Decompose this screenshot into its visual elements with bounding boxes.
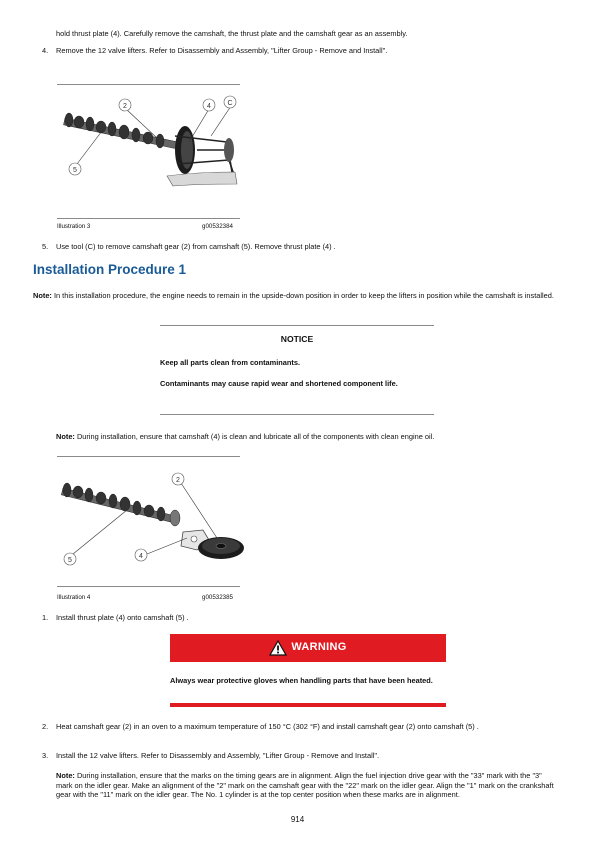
section-heading: Installation Procedure 1 [33,262,187,277]
notice-line-1: Keep all parts clean from contaminants. [160,358,301,367]
notice-top-rule [160,325,434,326]
callout-2: 2 [176,477,180,484]
install-step-2-number: 2. [42,722,49,731]
warning-text: Always wear protective gloves when handling parts that have been heated. [170,676,433,685]
warning-bottom-bar [170,703,446,707]
callout-c: C [227,100,233,107]
note-2-label: Note: [56,432,75,441]
callout-2: 2 [123,103,127,110]
warning-label: WARNING [291,641,347,654]
warning-triangle-icon [269,640,287,656]
install-step-3-number: 3. [42,751,49,760]
note-2 [56,432,556,442]
illustration-3-bottom-rule [57,218,240,219]
note-1-text: In this installation procedure, the engine needs to remain in the upside-down position in order to keep the lifters in position while the camshaft is installed. [51,291,554,300]
step-4-text: Remove the 12 valve lifters. Refer to Disassembly and Assembly, "Lifter Group - Remove and Install". [56,46,388,55]
step-5-number: 5. [42,242,49,251]
note-3-text: During installation, ensure that the marks on the timing gears are in alignment. Align the fuel injection drive gear with the "33" mark with the "3" mark on the idler gear. Make an alignment of the "2" mark on the camshaft gear with the "22" mark on the idler gear. Align the "1" mark on the crankshaft gear with the "11" mark on the idler gear. The No. 1 cylinder is at the top center position when these marks are in alignment. [56,771,554,800]
illustration-4-camshaft-image [57,468,247,580]
callout-5: 5 [73,167,77,174]
illustration-3-camshaft-image [57,92,247,204]
note-1 [33,291,558,301]
continuation-text: hold thrust plate (4). Carefully remove the camshaft, the thrust plate and the camshaft gear as an assembly. [56,29,408,38]
step-5-text: Use tool (C) to remove camshaft gear (2) from camshaft (5). Remove thrust plate (4) . [56,242,336,251]
illustration-4-caption: Illustration 4 [57,594,91,601]
illustration-3-top-rule [57,84,240,85]
install-step-2-text: Heat camshaft gear (2) in an oven to a maximum temperature of 150 °C (302 °F) and install camshaft gear (2) onto camshaft (5) . [56,722,479,731]
callout-5: 5 [68,557,72,564]
note-3-label: Note: [56,771,75,780]
callout-4: 4 [207,103,211,110]
notice-bottom-rule [160,414,434,415]
illustration-4-top-rule [57,456,240,457]
install-step-3-text: Install the 12 valve lifters. Refer to Disassembly and Assembly, "Lifter Group - Remove and Install". [56,751,380,760]
note-2-text: During installation, ensure that camshaft (4) is clean and lubricate all of the components with clean engine oil. [74,432,435,441]
illustration-3-caption: Illustration 3 [57,223,91,230]
note-1-label: Note: [33,291,52,300]
illustration-4-bottom-rule [57,586,240,587]
install-step-1-text: Install thrust plate (4) onto camshaft (5) . [56,613,189,622]
callout-4: 4 [139,553,143,560]
illustration-3-code: g00532384 [202,223,233,230]
note-3 [56,771,556,800]
page-number: 914 [290,815,305,824]
warning-banner [170,634,446,662]
illustration-4-code: g00532385 [202,594,233,601]
notice-title: NOTICE [280,334,314,344]
step-4-number: 4. [42,46,49,55]
notice-line-2: Contaminants may cause rapid wear and shortened component life. [160,379,398,388]
install-step-1-number: 1. [42,613,49,622]
